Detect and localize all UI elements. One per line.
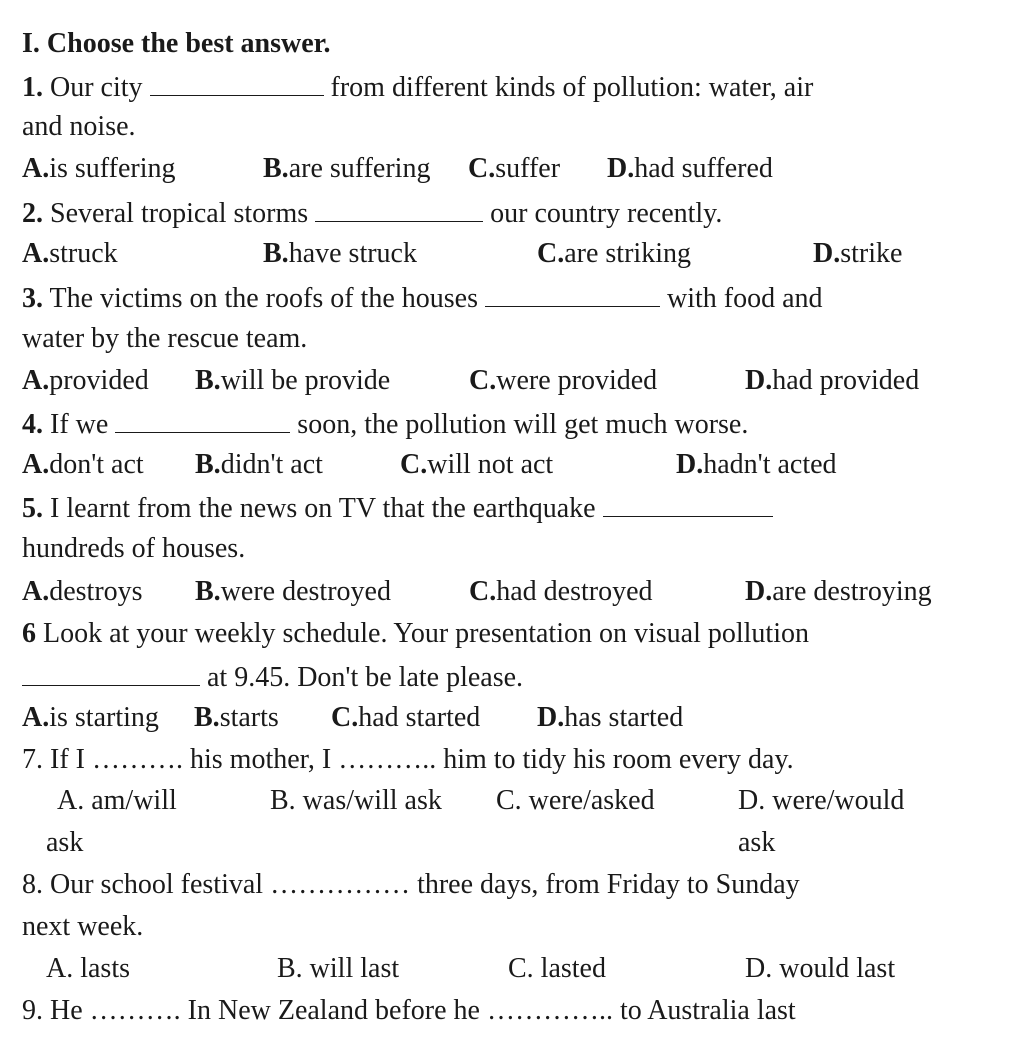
option-a[interactable]: A.is suffering [22,153,176,184]
option-b[interactable]: B.have struck [263,238,417,269]
option-a[interactable]: A.don't act [22,449,144,480]
question-text: our country recently. [490,198,723,229]
option-a[interactable]: A.struck [22,238,118,269]
option-d[interactable]: D.strike [813,238,903,269]
question-6 [22,613,809,655]
question-text: Several tropical storms [50,198,309,229]
option-d-wrap[interactable]: ask [738,827,776,858]
option-d[interactable]: D.has started [537,702,684,733]
question-number: 5. [22,493,43,524]
question-number: 3. [22,283,43,314]
option-a[interactable]: A. lasts [46,953,130,984]
question-1-continued: and noise. [22,111,136,142]
option-d[interactable]: D.are destroying [745,576,932,607]
question-5 [22,486,773,530]
answer-dots[interactable]: ……….. [338,744,437,775]
question-text: Look at your weekly schedule. Your presentation on visual pollution [43,618,809,649]
option-c[interactable]: C.are striking [537,238,691,269]
option-c[interactable]: C.suffer [468,153,561,184]
question-number: 2. [22,198,43,229]
question-number: 6 [22,618,36,649]
answer-dots[interactable]: ………. [91,744,183,775]
question-7: 7. If I ………. his mother, I ……….. him to tidy his room every day. [22,744,794,775]
option-c[interactable]: C. lasted [508,953,606,984]
option-b[interactable]: B.are suffering [263,153,431,184]
option-c[interactable]: C.had started [331,702,481,733]
option-c[interactable]: C.were provided [469,365,658,396]
option-b[interactable]: B. was/will ask [270,785,442,816]
question-8: 8. Our school festival …………… three days, from Friday to Sunday [22,869,800,900]
option-d[interactable]: D. would last [745,953,896,984]
option-a[interactable]: A.is starting [22,702,159,733]
option-d[interactable]: D.hadn't acted [676,449,837,480]
answer-blank[interactable] [315,191,483,222]
option-b[interactable]: B.starts [194,702,279,733]
question-number: 9. [22,995,43,1026]
section-title: I. Choose the best answer. [22,28,331,59]
question-1 [22,65,813,109]
question-9: 9. He ………. In New Zealand before he ………….. to Australia last [22,995,796,1026]
option-a[interactable]: A.destroys [22,576,143,607]
option-a-wrap[interactable]: ask [46,827,84,858]
answer-blank[interactable] [150,65,324,96]
answer-dots[interactable]: …………… [270,869,411,900]
question-text: soon, the pollution will get much worse. [297,409,749,440]
option-b[interactable]: B.didn't act [195,449,323,480]
option-d[interactable]: D.had provided [745,365,920,396]
answer-blank[interactable] [22,655,200,686]
answer-dots[interactable]: ………. [89,995,181,1026]
question-text: with food and [666,283,823,314]
question-text: I learnt from the news on TV that the earthquake [50,493,596,524]
question-6-continued [22,655,523,699]
option-a[interactable]: A. am/will [57,785,177,816]
option-b[interactable]: B. will last [277,953,400,984]
option-d[interactable]: D. were/would [738,785,905,816]
question-text: Our city [50,72,143,103]
question-5-continued: hundreds of houses. [22,533,246,564]
answer-blank[interactable] [603,486,773,517]
question-3 [22,276,823,320]
question-number: 8. [22,869,43,900]
question-number: 4. [22,409,43,440]
question-text: The victims on the roofs of the houses [49,283,478,314]
question-4 [22,402,748,446]
question-number: 1. [22,72,43,103]
question-2 [22,191,722,235]
option-c[interactable]: C.will not act [400,449,554,480]
answer-blank[interactable] [485,276,660,307]
question-number: 7. [22,744,43,775]
option-d[interactable]: D.had suffered [607,153,773,184]
question-text: at 9.45. Don't be late please. [207,662,524,693]
option-c[interactable]: C.had destroyed [469,576,653,607]
question-3-continued: water by the rescue team. [22,323,308,354]
question-text: If we [50,409,109,440]
answer-blank[interactable] [115,402,290,433]
option-a[interactable]: A.provided [22,365,149,396]
option-b[interactable]: B.will be provide [195,365,391,396]
answer-dots[interactable]: ………….. [486,995,613,1026]
option-c[interactable]: C. were/asked [496,785,655,816]
question-text: from different kinds of pollution: water, air [330,72,814,103]
question-8-continued: next week. [22,911,144,942]
option-b[interactable]: B.were destroyed [195,576,391,607]
